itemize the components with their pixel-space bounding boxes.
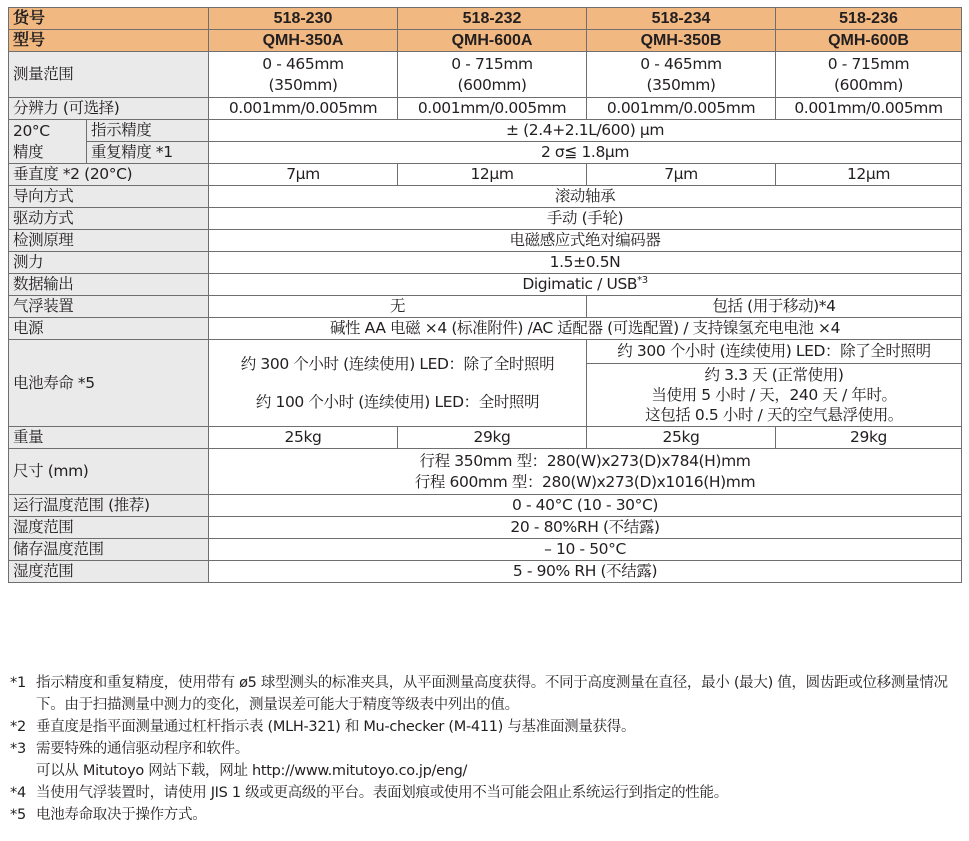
code-cell: 518-230 <box>209 8 398 30</box>
code-cell: 518-236 <box>776 8 962 30</box>
accuracy-temp: 20°C <box>13 121 50 140</box>
dimensions-row <box>9 449 962 495</box>
weight-row <box>9 427 962 449</box>
battery-value-b <box>587 364 962 427</box>
footnote-mark: *2 <box>10 719 26 735</box>
power-label: 电源 <box>9 318 209 340</box>
accuracy-word: 精度 <box>13 142 44 161</box>
perpendicularity-label: 垂直度 *2 (20°C) <box>9 164 209 186</box>
footnote <box>10 804 965 826</box>
storage-temp-label: 储存温度范围 <box>9 539 209 561</box>
guide-row <box>9 186 962 208</box>
power-row <box>9 318 962 340</box>
footnote <box>10 760 965 782</box>
air-label: 气浮装置 <box>9 296 209 318</box>
force-row <box>9 252 962 274</box>
battery-a-line2: 约 100 个小时 (连续使用) LED：全时照明 <box>255 393 540 411</box>
guide-label: 导向方式 <box>9 186 209 208</box>
battery-b-line2: 当使用 5 小时 / 天，240 天 / 年时。 <box>651 386 897 404</box>
storage-humidity-label: 湿度范围 <box>9 561 209 583</box>
battery-label: 电池寿命 *5 <box>9 340 209 427</box>
range-value: 0 - 715mm <box>827 54 910 73</box>
drive-value: 手动 (手轮) <box>209 208 962 230</box>
output-row <box>9 274 962 296</box>
model-label: 型号 <box>9 30 209 52</box>
indication-accuracy-label: 指示精度 <box>87 120 209 142</box>
power-value: 碱性 AA 电磁 ×4 (标准附件) /AC 适配器 (可选配置) / 支持镍氢充电电池 ×4 <box>209 318 962 340</box>
perpendicularity-cell: 12µm <box>776 164 962 186</box>
dimensions-label: 尺寸 (mm) <box>9 449 209 495</box>
humidity-row <box>9 517 962 539</box>
repeat-accuracy-row <box>9 142 962 164</box>
weight-cell: 29kg <box>398 427 587 449</box>
range-row <box>9 52 962 98</box>
perpendicularity-cell: 7µm <box>209 164 398 186</box>
perpendicularity-cell: 12µm <box>398 164 587 186</box>
output-note: *3 <box>637 274 648 286</box>
force-value: 1.5±0.5N <box>209 252 962 274</box>
op-temp-row <box>9 495 962 517</box>
weight-label: 重量 <box>9 427 209 449</box>
resolution-row <box>9 98 962 120</box>
guide-value: 滚动轴承 <box>209 186 962 208</box>
output-value: Digimatic / USB <box>522 275 638 293</box>
drive-row <box>9 208 962 230</box>
detection-value: 电磁感应式绝对编码器 <box>209 230 962 252</box>
model-row <box>9 30 962 52</box>
range-cell <box>587 52 776 98</box>
code-cell: 518-232 <box>398 8 587 30</box>
range-cell <box>209 52 398 98</box>
footnote <box>10 716 965 738</box>
indication-accuracy-row <box>9 120 962 142</box>
battery-b-line1: 约 3.3 天 (正常使用) <box>704 366 844 384</box>
storage-humidity-row <box>9 561 962 583</box>
footnote-text: 垂直度是指平面测量通过杠杆指示表 (MLH-321) 和 Mu-checker (M-411) 与基准面测量获得。 <box>36 719 636 735</box>
humidity-value: 20 - 80%RH (不结露) <box>209 517 962 539</box>
dimensions-value <box>209 449 962 495</box>
battery-a-line1: 约 300 个小时 (连续使用) LED：除了全时照明 <box>240 355 555 373</box>
footnote-mark <box>10 760 36 782</box>
footnote-text: 当使用气浮装置时，请使用 JIS 1 级或更高级的平台。表面划痕或使用不当可能会阻止系统运行到指定的性能。 <box>36 785 728 801</box>
perpendicularity-row <box>9 164 962 186</box>
weight-cell: 25kg <box>209 427 398 449</box>
range-value: 0 - 465mm <box>640 54 722 73</box>
resolution-label: 分辨力 (可选择) <box>9 98 209 120</box>
drive-label: 驱动方式 <box>9 208 209 230</box>
storage-humidity-value: 5 - 90% RH (不结露) <box>209 561 962 583</box>
air-value-a: 无 <box>209 296 587 318</box>
battery-value-a <box>209 340 587 427</box>
detection-label: 检测原理 <box>9 230 209 252</box>
footnotes <box>10 672 965 826</box>
air-value-b: 包括 (用于移动)*4 <box>587 296 962 318</box>
indication-accuracy-value: ± (2.4+2.1L/600) µm <box>209 120 962 142</box>
range-value: 0 - 715mm <box>451 54 533 73</box>
range-stroke: (350mm) <box>646 75 716 94</box>
footnote-text: 指示精度和重复精度，使用带有 ø5 球型测头的标准夹具，从平面测量高度获得。不同于高度测量在直径，最小 (最大) 值，圆齿距或位移测量情况下。由于扫描测量中测力的变化，测量误差可能大于精度等级表中列出的值。 <box>36 675 948 713</box>
model-cell: QMH-350A <box>209 30 398 52</box>
model-cell: QMH-350B <box>587 30 776 52</box>
range-stroke: (350mm) <box>268 75 338 94</box>
footnote-mark: *3 <box>10 741 26 757</box>
range-label: 测量范围 <box>9 52 209 98</box>
repeat-accuracy-label: 重复精度 *1 <box>87 142 209 164</box>
resolution-cell: 0.001mm/0.005mm <box>776 98 962 120</box>
resolution-cell: 0.001mm/0.005mm <box>209 98 398 120</box>
footnote-text: 电池寿命取决于操作方式。 <box>36 807 207 823</box>
battery-row-top <box>9 340 962 364</box>
op-temp-label: 运行温度范围 (推荐) <box>9 495 209 517</box>
model-cell: QMH-600B <box>776 30 962 52</box>
footnote <box>10 672 965 716</box>
detection-row <box>9 230 962 252</box>
range-value: 0 - 465mm <box>262 54 344 73</box>
footnote <box>10 782 965 804</box>
dimensions-line2: 行程 600mm 型：280(W)x273(D)x1016(H)mm <box>414 472 756 491</box>
footnote-text: 需要特殊的通信驱动程序和软件。 <box>36 741 249 757</box>
storage-temp-row <box>9 539 962 561</box>
code-cell: 518-234 <box>587 8 776 30</box>
specification-table <box>8 7 962 583</box>
perpendicularity-cell: 7µm <box>587 164 776 186</box>
footnote-text-continued: 可以从 Mitutoyo 网站下载，网址 http://www.mitutoyo.co.jp/eng/ <box>36 763 468 779</box>
range-cell <box>776 52 962 98</box>
weight-cell: 29kg <box>776 427 962 449</box>
resolution-cell: 0.001mm/0.005mm <box>398 98 587 120</box>
footnote-mark: *5 <box>10 807 26 823</box>
code-row <box>9 8 962 30</box>
range-cell <box>398 52 587 98</box>
force-label: 测力 <box>9 252 209 274</box>
air-row <box>9 296 962 318</box>
op-temp-value: 0 - 40°C (10 - 30°C) <box>209 495 962 517</box>
weight-cell: 25kg <box>587 427 776 449</box>
range-stroke: (600mm) <box>833 75 904 94</box>
footnote <box>10 738 965 760</box>
code-label: 货号 <box>9 8 209 30</box>
humidity-label: 湿度范围 <box>9 517 209 539</box>
output-cell <box>209 274 962 296</box>
storage-temp-value: – 10 - 50°C <box>209 539 962 561</box>
range-stroke: (600mm) <box>457 75 527 94</box>
battery-value-b-top: 约 300 个小时 (连续使用) LED：除了全时照明 <box>587 340 962 364</box>
battery-b-line3: 这包括 0.5 小时 / 天的空气悬浮使用。 <box>645 406 903 424</box>
footnote-mark: *4 <box>10 785 26 801</box>
model-cell: QMH-600A <box>398 30 587 52</box>
resolution-cell: 0.001mm/0.005mm <box>587 98 776 120</box>
repeat-accuracy-value: 2 σ≦ 1.8µm <box>209 142 962 164</box>
footnote-mark: *1 <box>10 675 26 691</box>
dimensions-line1: 行程 350mm 型：280(W)x273(D)x784(H)mm <box>419 451 751 470</box>
output-label: 数据输出 <box>9 274 209 296</box>
accuracy-group-label <box>9 120 87 164</box>
